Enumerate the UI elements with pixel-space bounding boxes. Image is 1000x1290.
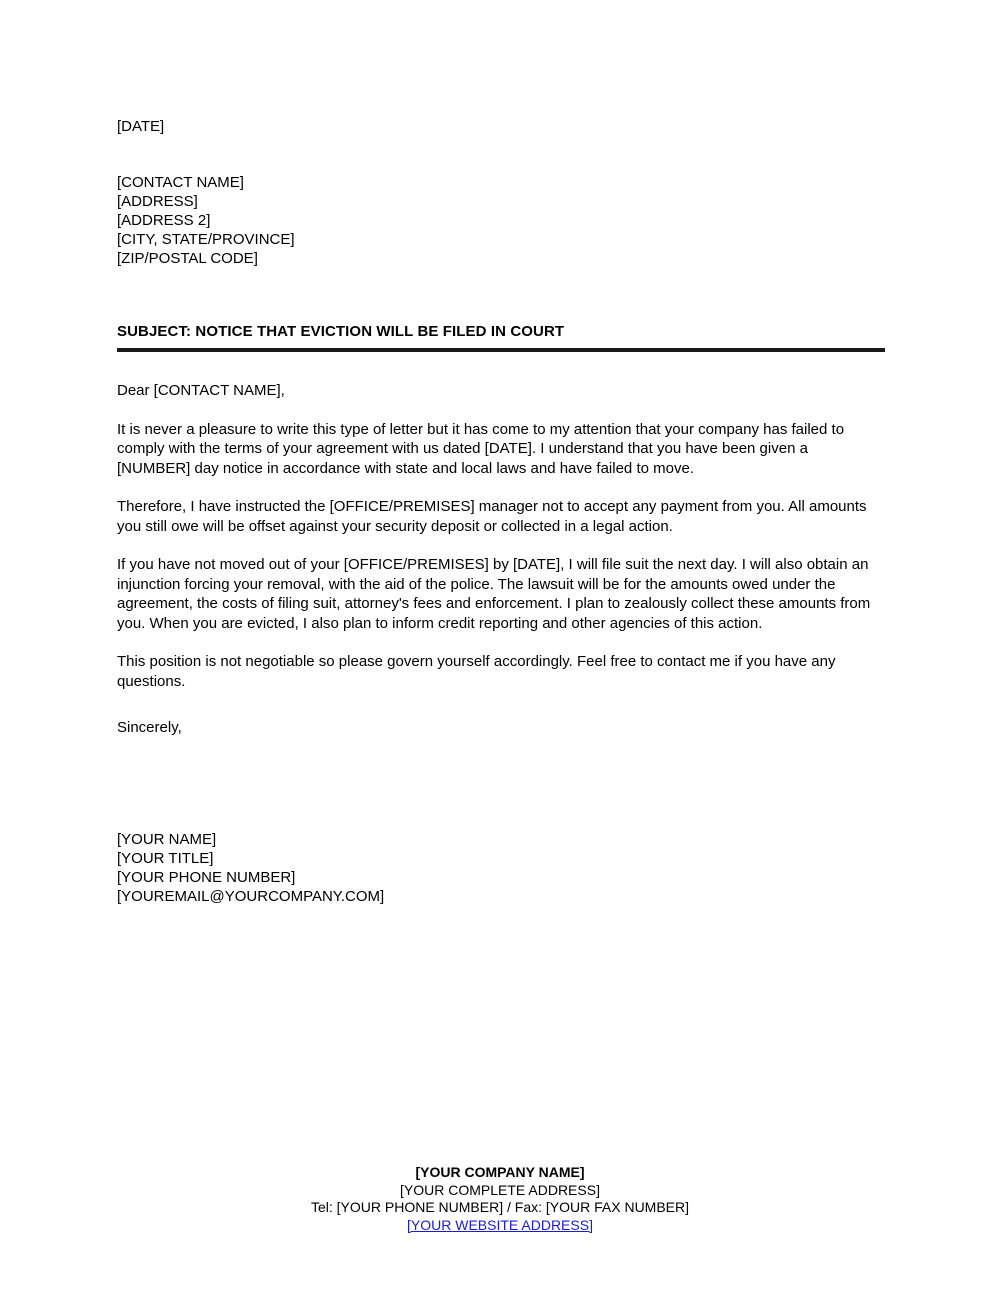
recipient-address-2: [ADDRESS 2] [117, 212, 211, 229]
recipient-contact-name: [CONTACT NAME] [117, 174, 244, 191]
footer-website-link-wrapper [0, 1217, 1000, 1235]
closing-salutation: Sincerely, [117, 719, 182, 736]
signer-title: [YOUR TITLE] [117, 850, 214, 867]
letter-body [117, 381, 883, 738]
date-block [117, 117, 164, 136]
body-paragraph-3: If you have not moved out of your [OFFICE/PREMISES] by [DATE], I will file suit the next day. I will also obtain an injunction forcing your removal, with the aid of the police. The lawsuit will be for the amounts owed under the agreement, the costs of filing suit, attorney's fees and enforcement. I plan to zealously collect these amounts from you. When you are evicted, I also plan to inform credit reporting and other agencies of this action. [117, 556, 871, 632]
footer-website-link[interactable]: [YOUR WEBSITE ADDRESS] [407, 1216, 593, 1233]
recipient-address-block [117, 173, 295, 268]
body-paragraph-4: This position is not negotiable so please govern yourself accordingly. Feel free to contact me if you have any questions. [117, 653, 836, 690]
signer-phone: [YOUR PHONE NUMBER] [117, 869, 296, 886]
recipient-postal-code: [ZIP/POSTAL CODE] [117, 250, 258, 267]
recipient-address-1: [ADDRESS] [117, 193, 198, 210]
footer-contact: Tel: [YOUR PHONE NUMBER] / Fax: [YOUR FAX NUMBER] [310, 1199, 690, 1215]
body-paragraph-1: It is never a pleasure to write this type of letter but it has come to my attention that your company has failed to comply with the terms of your agreement with us dated [DATE]. I understand that you have been given a [NUMBER] day notice in accordance with state and local laws and have failed to move. [117, 420, 845, 477]
footer-company-name: [YOUR COMPANY NAME] [415, 1164, 585, 1180]
subject-divider [117, 348, 885, 352]
salutation: Dear [CONTACT NAME], [117, 382, 285, 399]
page-footer [0, 1164, 1000, 1234]
recipient-city-state: [CITY, STATE/PROVINCE] [117, 231, 295, 248]
subject-line: SUBJECT: NOTICE THAT EVICTION WILL BE FILED IN COURT [117, 323, 565, 340]
signer-name: [YOUR NAME] [117, 831, 217, 848]
body-paragraph-2: Therefore, I have instructed the [OFFICE/PREMISES] manager not to accept any payment from you. All amounts you still owe will be offset against your security deposit or collected in a legal action. [117, 498, 867, 535]
subject-block [117, 322, 885, 352]
signature-block [117, 830, 384, 906]
date-text: [DATE] [117, 118, 165, 135]
signer-email: [YOUREMAIL@YOURCOMPANY.COM] [117, 888, 385, 905]
footer-address: [YOUR COMPLETE ADDRESS] [400, 1181, 600, 1198]
